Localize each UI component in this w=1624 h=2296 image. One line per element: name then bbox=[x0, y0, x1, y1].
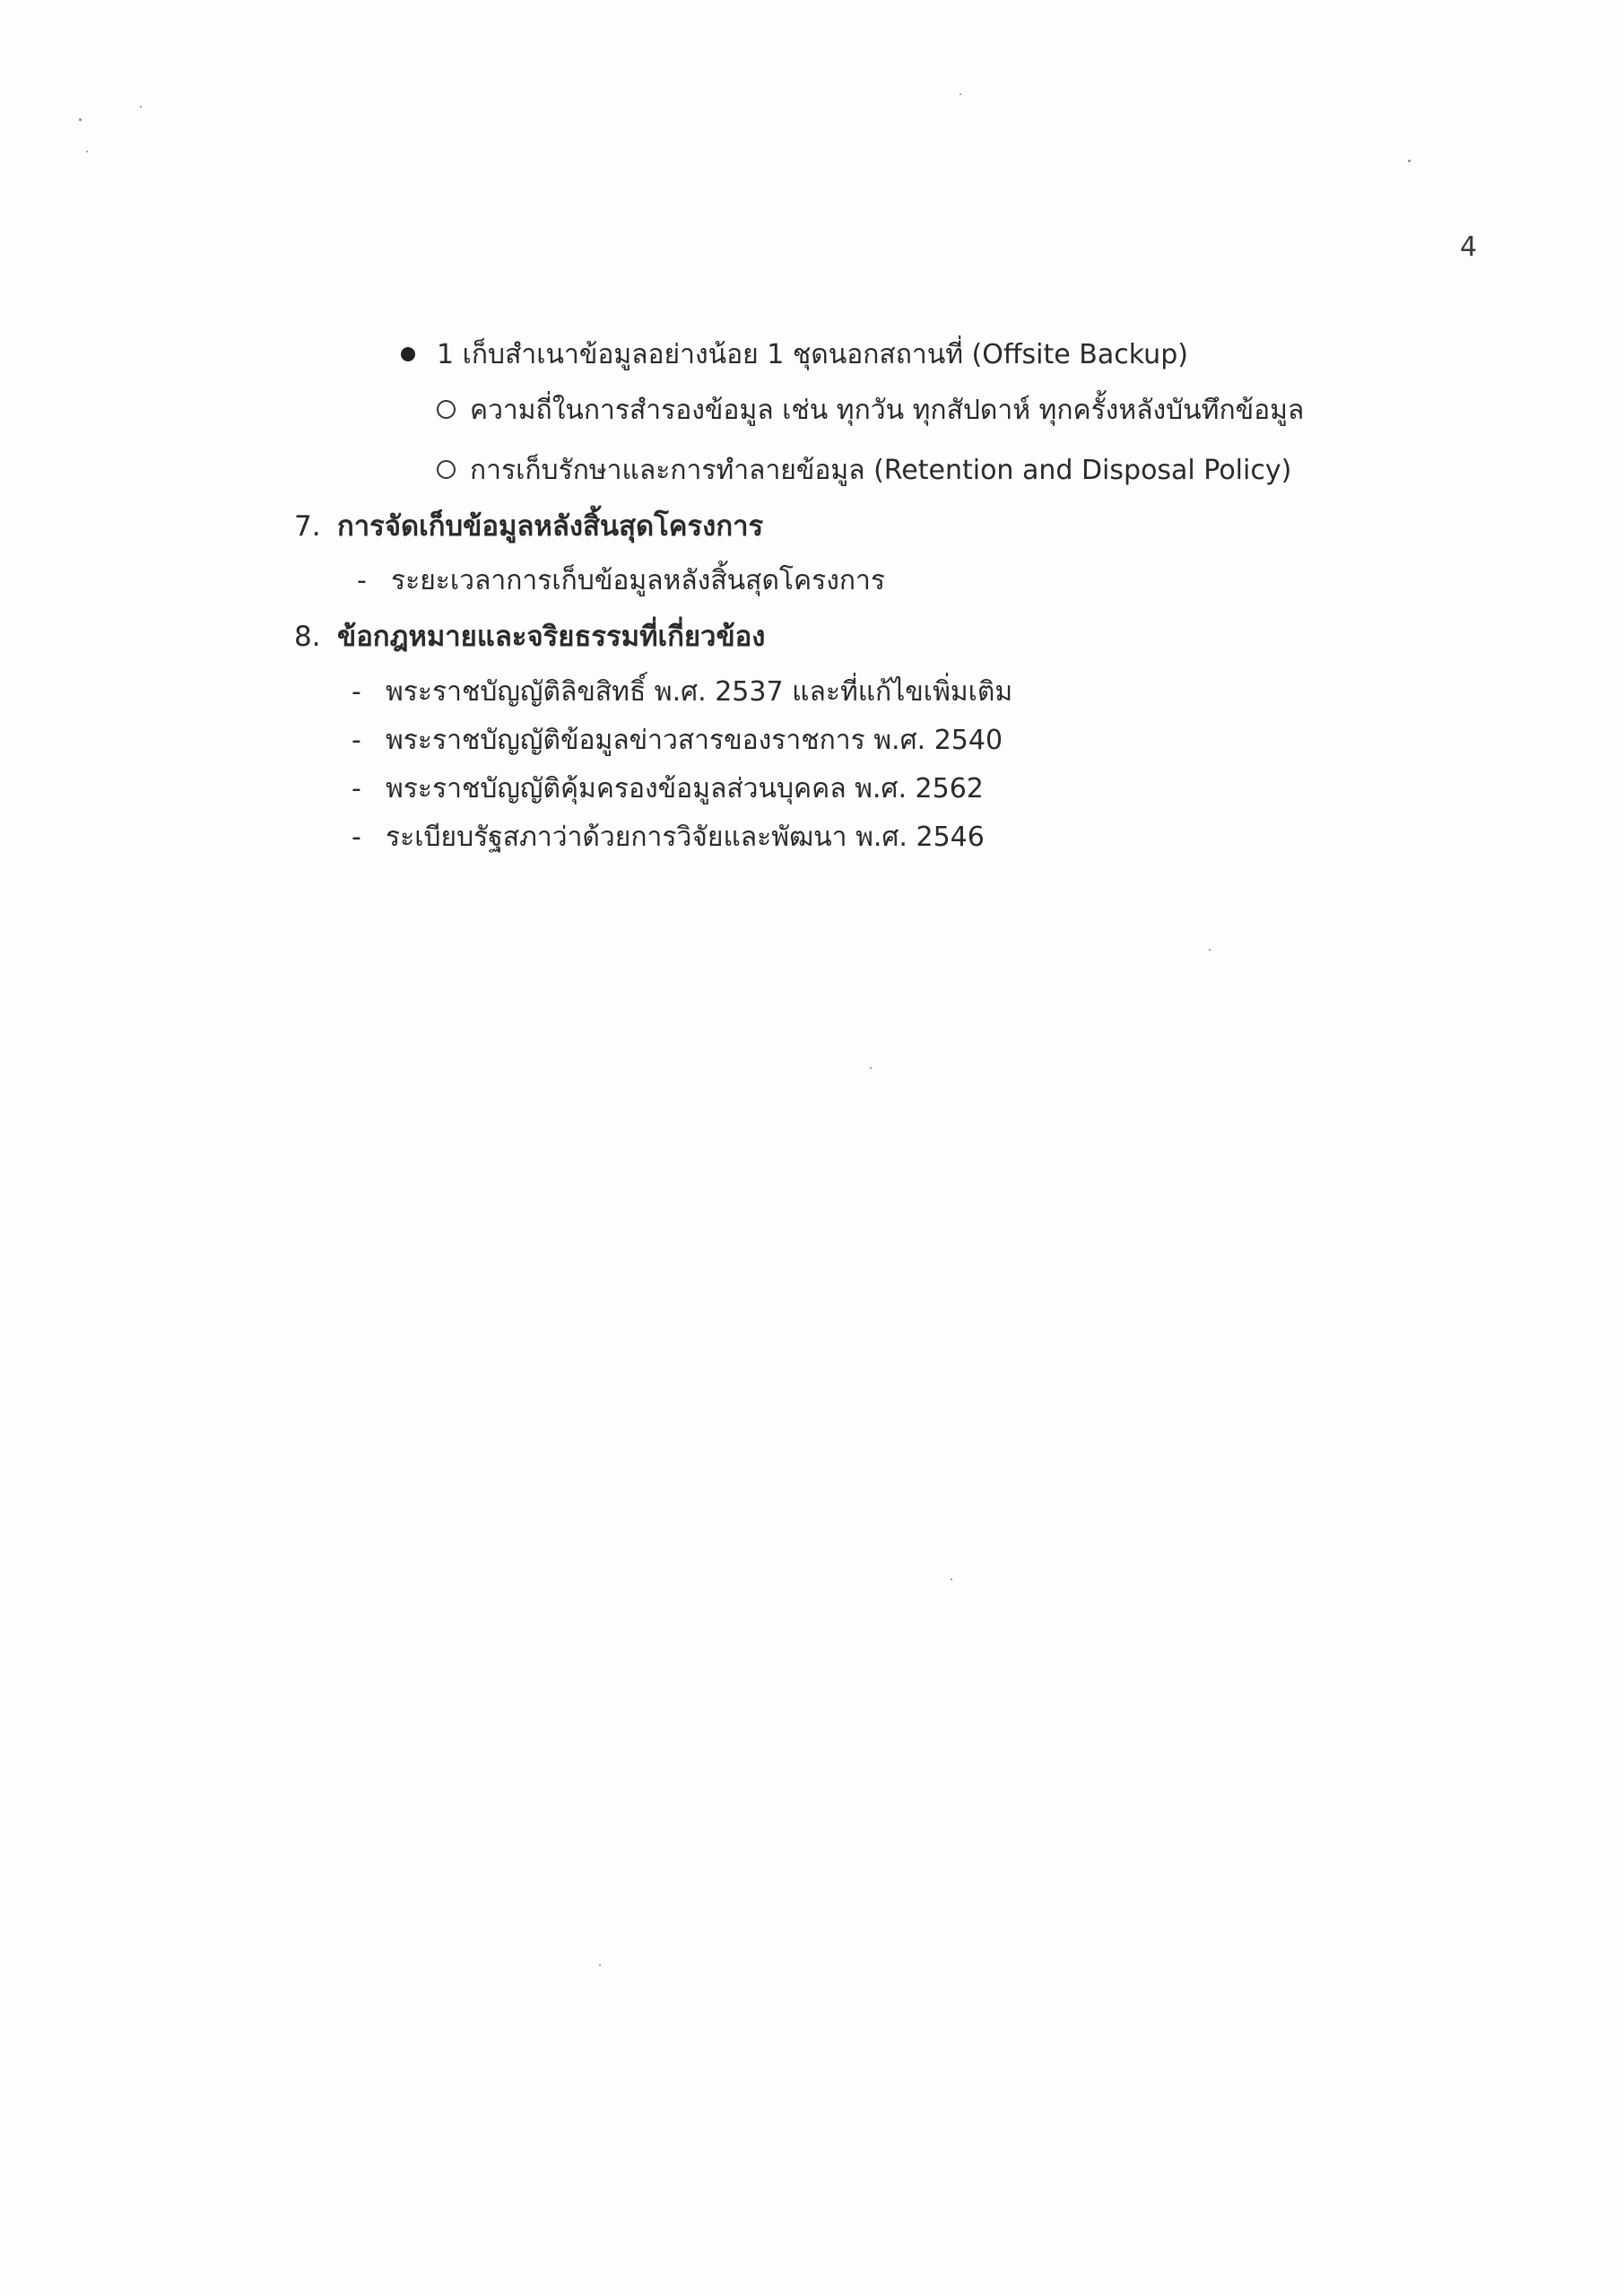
scan-speck bbox=[1209, 949, 1211, 951]
section-8-item-text: พระราชบัญญัติข้อมูลข่าวสารของราชการ พ.ศ. 2540 bbox=[386, 725, 1003, 756]
scan-speck bbox=[951, 1578, 952, 1580]
scan-speck bbox=[86, 151, 88, 152]
section-number: 8. bbox=[294, 621, 321, 653]
scan-speck bbox=[140, 106, 142, 108]
circle-bullet-icon bbox=[437, 400, 456, 419]
page-number: 4 bbox=[1460, 231, 1478, 263]
section-number: 7. bbox=[294, 510, 321, 543]
section-7-item-text: ระยะเวลาการเก็บข้อมูลหลังสิ้นสุดโครงการ bbox=[391, 565, 886, 596]
dash-marker: - bbox=[357, 565, 367, 596]
backup-sub-item-text: การเก็บรักษาและการทำลายข้อมูล (Retention and Disposal Policy) bbox=[470, 455, 1292, 486]
section-title: การจัดเก็บข้อมูลหลังสิ้นสุดโครงการ bbox=[337, 510, 764, 543]
section-7-heading bbox=[294, 507, 763, 546]
section-8-heading bbox=[294, 617, 765, 657]
section-8-item bbox=[352, 770, 984, 809]
scan-speck bbox=[960, 93, 961, 95]
section-title: ข้อกฎหมายและจริยธรรมที่เกี่ยวข้อง bbox=[337, 621, 766, 653]
dash-marker: - bbox=[352, 773, 361, 804]
section-7-item bbox=[357, 561, 885, 601]
backup-sub-item-text: ความถี่ในการสำรองข้อมูล เช่น ทุกวัน ทุกสัปดาห์ ทุกครั้งหลังบันทึกข้อมูล bbox=[470, 395, 1305, 426]
bullet-icon bbox=[401, 347, 415, 361]
backup-sub-item bbox=[437, 391, 1304, 430]
circle-bullet-icon bbox=[437, 460, 456, 479]
dash-marker: - bbox=[352, 822, 361, 853]
scan-speck bbox=[870, 1067, 872, 1069]
section-8-item bbox=[352, 673, 1012, 712]
scan-speck bbox=[1408, 160, 1411, 162]
section-8-item-text: พระราชบัญญัติคุ้มครองข้อมูลส่วนบุคคล พ.ศ. 2562 bbox=[386, 773, 984, 804]
section-8-item bbox=[352, 818, 985, 857]
backup-sub-item bbox=[437, 451, 1291, 491]
section-8-item-text: พระราชบัญญัติลิขสิทธิ์ พ.ศ. 2537 และที่แก้ไขเพิ่มเติม bbox=[386, 676, 1013, 708]
section-8-item bbox=[352, 721, 1003, 761]
scan-speck bbox=[599, 1964, 601, 1966]
section-8-item-text: ระเบียบรัฐสภาว่าด้วยการวิจัยและพัฒนา พ.ศ. 2546 bbox=[386, 822, 985, 853]
dash-marker: - bbox=[352, 676, 361, 708]
backup-bullet-text: 1 เก็บสำเนาข้อมูลอย่างน้อย 1 ชุดนอกสถานที่ (Offsite Backup) bbox=[437, 339, 1188, 370]
scan-speck bbox=[79, 118, 82, 121]
dash-marker: - bbox=[352, 725, 361, 756]
